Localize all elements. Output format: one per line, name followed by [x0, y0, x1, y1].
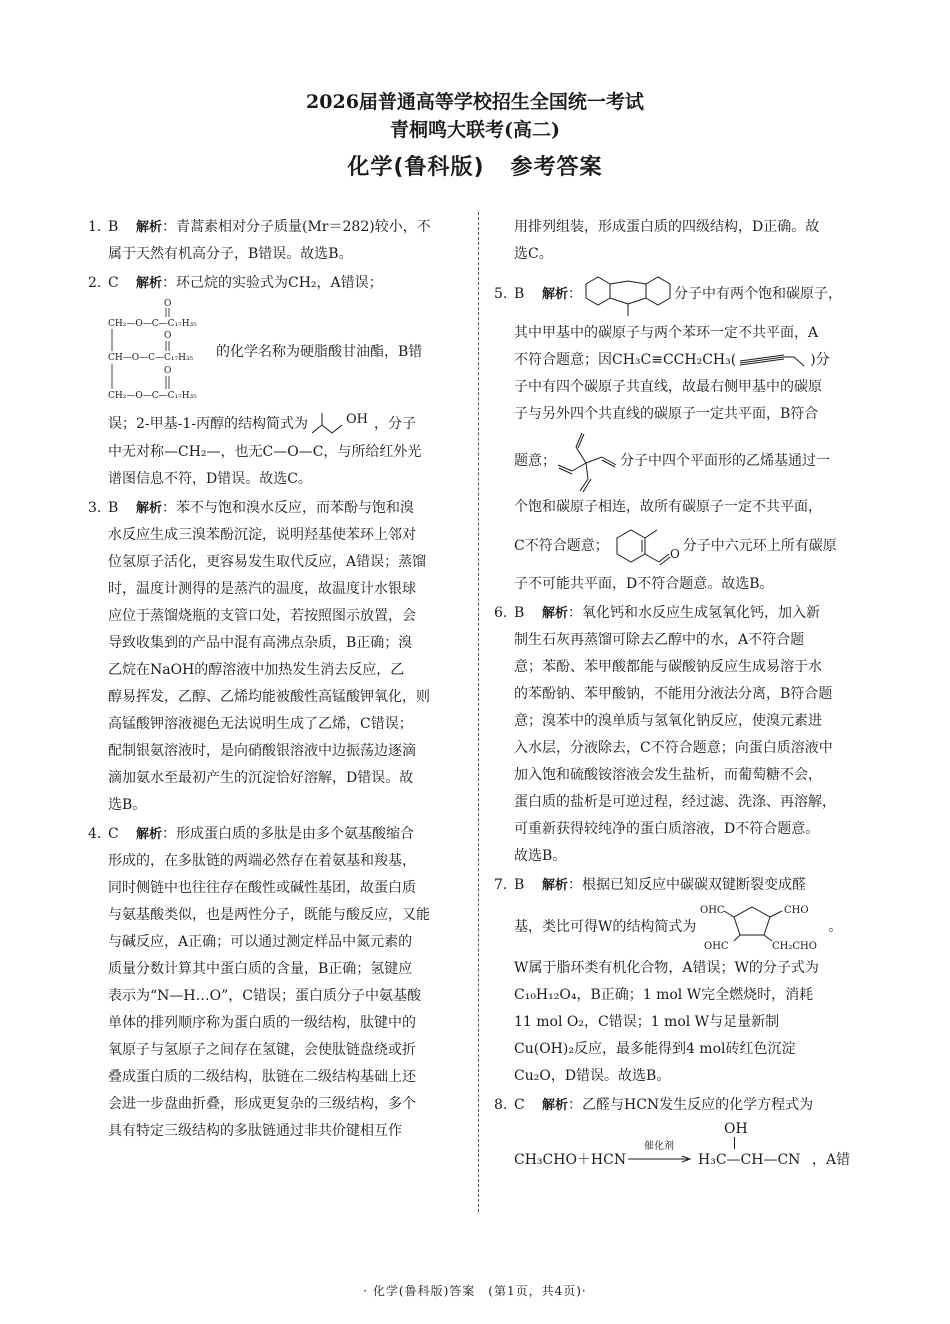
question-8: [494, 1092, 862, 1175]
q3-text: 选B。: [108, 797, 147, 813]
glyceryl-stearate-structure: [108, 297, 218, 409]
q6-text: 意；溴苯中的溴单质与氢氧化钠反应，使溴元素进: [514, 713, 822, 729]
q7-text: 。: [828, 918, 843, 935]
q3-text: 时，温度计测得的是蒸汽的温度，故温度计水银球: [108, 581, 416, 597]
q5-text: )分: [810, 352, 830, 368]
q8-answer: C: [514, 1097, 525, 1113]
page-header: [0, 88, 950, 186]
q8-analysis-tag: 解析: [542, 1098, 569, 1113]
q3-analysis-tag: 解析: [136, 501, 163, 516]
q6-text: 故选B。: [514, 848, 567, 864]
q6-text: 意；苯酚、苯甲酸都能与碳酸钠反应生成易溶于水: [514, 659, 822, 675]
q7-text: 基，类比可得W的结构简式为: [514, 918, 697, 935]
q1-answer: B: [108, 219, 119, 235]
methylfluorene-structure: [582, 270, 674, 318]
w-cho-label: CHO: [784, 905, 809, 916]
q6-analysis-tag: 解析: [542, 606, 569, 621]
q2-number: 2.: [88, 275, 102, 291]
q6-text: 入水层，分液除去，C不符合题意；向蛋白质溶液中: [514, 740, 833, 756]
q3-number: 3.: [88, 500, 102, 516]
q6-text: 可重新获得较纯净的蛋白质溶液，D不符合题意。: [514, 821, 820, 837]
q5-text: 不符合题意；因CH₃C≡CCH₂CH₃(: [514, 352, 737, 368]
q6-text: ：氧化钙和水反应生成氢氧化钙，加入新: [568, 605, 821, 621]
exam-title: 2026届普通高等学校招生全国统一考试: [306, 91, 644, 113]
q5-text: 分子中有两个饱和碳原子，: [674, 286, 843, 302]
q3-answer: B: [108, 500, 119, 516]
q4-text: 用排列组装，形成蛋白质的四级结构，D正确。故: [514, 219, 820, 235]
q5-text: 子不可能共平面，D不符合题意。故选B。: [514, 576, 774, 592]
q7-text: ：根据已知反应中碳碳双键断裂变成醛: [568, 877, 807, 893]
q5-text: 分子中四个平面形的乙烯基通过一: [620, 452, 830, 469]
q4-text: 氧原子与氢原子之间存在氢键，会使肽链盘绕或折: [108, 1042, 416, 1058]
q5-text: 分子中六元环上所有碳原: [682, 537, 837, 554]
q4-text: 会进一步盘曲折叠，形成更复杂的三级结构，多个: [108, 1096, 416, 1112]
column-divider: [478, 212, 479, 1212]
q1-text: 属于天然有机高分子，B错误。故选B。: [108, 246, 353, 262]
q7-text: C₁₀H₁₂O₄，B正确；1 mol W完全燃烧时，消耗: [514, 987, 814, 1003]
eq-oh-label: OH: [724, 1121, 748, 1137]
q7-text: 11 mol O₂，C错误；1 mol W与足量新制: [514, 1014, 780, 1030]
subject-label: 化学(鲁科版): [347, 155, 485, 180]
mol-ch2o-label: CH₂—O—C—C₁₇H₃₅: [108, 319, 197, 329]
q7-text: Cu(OH)₂反应，最多能得到4 mol砖红色沉淀: [514, 1041, 796, 1057]
q4-text: 具有特定三级结构的多肽链通过非共价键相互作: [108, 1123, 402, 1139]
q4-text: 单体的排列顺序称为蛋白质的一级结构，肽键中的: [108, 1015, 416, 1031]
q8-equation: [494, 1119, 862, 1175]
question-4: [88, 821, 464, 1145]
q2-analysis-tag: 解析: [136, 276, 163, 291]
q2-text: 误；2-甲基-1-丙醇的结构简式为: [108, 416, 309, 432]
q4-text: 叠成蛋白质的二级结构，肽链在二级结构基础上还: [108, 1069, 416, 1085]
q4-text: 形成的，在多肽链的两端必然存在着氨基和羧基，: [108, 853, 416, 869]
q4-answer: C: [108, 826, 119, 842]
q6-text: 蛋白质的盐析是可逆过程，经过滤、洗涤、再溶解，: [514, 794, 836, 810]
q7-text: Cu₂O，D错误。故选B。: [514, 1068, 671, 1084]
q2-text: 的化学名称为硬脂酸甘油酯，B错: [216, 344, 423, 360]
mol-o-label: O: [164, 331, 172, 341]
question-1: [88, 214, 464, 268]
eq-catalyst: 催化剂: [644, 1141, 674, 1152]
right-column: [494, 214, 862, 1177]
q1-analysis-tag: 解析: [136, 220, 163, 235]
q2-answer: C: [108, 275, 119, 291]
q7-analysis-tag: 解析: [542, 878, 569, 893]
q5-text: 其中甲基中的碳原子与两个苯环一定不共平面，A: [514, 325, 819, 341]
q7-answer: B: [514, 877, 525, 893]
w-ch2cho-label: CH₂CHO: [772, 941, 818, 952]
q5-text: 题意；: [514, 452, 556, 469]
methylpropanol-skeleton: [308, 409, 374, 439]
pentyne-skeleton: [736, 351, 810, 369]
q7-number: 7.: [494, 877, 508, 893]
q3-text: ：苯不与饱和溴水反应，而苯酚与饱和溴: [162, 500, 415, 516]
mol-o-label: O: [164, 299, 172, 309]
q7-text: W属于脂环类有机化合物，A错误；W的分子式为: [514, 960, 819, 976]
eq-reactants: CH₃CHO＋HCN: [514, 1152, 627, 1168]
q5-number: 5.: [494, 286, 508, 302]
oh-label: OH: [346, 412, 369, 427]
doc-type-label: 参考答案: [510, 155, 603, 180]
q3-text: 导致收集到的产品中混有高沸点杂质，B正确；溴: [108, 635, 413, 651]
question-4-continued: [494, 214, 862, 268]
q8-number: 8.: [494, 1097, 508, 1113]
tetravinylmethane-structure: [556, 429, 620, 493]
q4-text: 同时侧链中也往往存在酸性或碱性基团，故蛋白质: [108, 880, 416, 896]
q6-text: 加入饱和硫酸铵溶液会发生盐析，而葡萄糖不会，: [514, 767, 822, 783]
q1-text: ：青蒿素相对分子质量(Mr＝282)较小，不: [162, 219, 431, 235]
q3-text: 醇易挥发，乙醇、乙烯均能被酸性高锰酸钾氧化，则: [108, 689, 430, 705]
exam-subtitle: 青桐鸣大联考(高二): [390, 119, 560, 141]
question-3: [88, 495, 464, 819]
q4-text: 与碱反应，A正确；可以通过测定样品中氮元素的: [108, 934, 413, 950]
ring-o-label: O: [669, 547, 680, 561]
cyclohexene-aldehyde-structure: [609, 522, 683, 570]
q6-text: 制生石灰再蒸馏可除去乙醇中的水，A不符合题: [514, 632, 805, 648]
w-ohc-label: OHC: [704, 941, 729, 952]
q5-analysis-tag: 解析: [542, 287, 569, 302]
q5-text: 子中有四个碳原子共直线，故最右侧甲基中的碳原: [514, 379, 822, 395]
q4-text: 表示为“N—H…O”，C错误；蛋白质分子中氨基酸: [108, 988, 421, 1004]
q3-text: 高锰酸钾溶液褪色无法说明生成了乙烯，C错误；: [108, 716, 413, 732]
q4-analysis-tag: 解析: [136, 827, 163, 842]
q6-answer: B: [514, 605, 525, 621]
q2-text: 中无对称—CH₂—，也无C—O—C，与所给红外光: [108, 444, 422, 460]
eq-product: H₃C—CH—CN: [698, 1152, 801, 1168]
q5-text: 个饱和碳原子相连，故所有碳原子一定不共平面，: [514, 499, 822, 515]
w-structure: [696, 899, 828, 955]
q5-answer: B: [514, 286, 525, 302]
q4-text: 质量分数计算其中蛋白质的含量，B正确；氢键应: [108, 961, 413, 977]
q2-text: 谱图信息不符，D错误。故选C。: [108, 471, 312, 487]
q2-structure-line: [88, 297, 464, 409]
q6-number: 6.: [494, 605, 508, 621]
question-5: 5. B 解析： 分子中有两个饱和碳原子， 其中甲基中的碳原子与两个苯环一定不共平面，A 不符合题意；因CH₃C≡CCH₂CH₃( )分 子中有四个碳原子共直线，故最右侧甲基中的碳原 子与另外四个共直线的碳原子一定共平面，B符合 题意； 分子中四个平面形的乙烯基通过一 个饱和碳原子相连，故所有碳原子一定不共平面， C不符合题意； O 分子中六元环上所有碳原 子不可能共平面，D不符合题意。故选B。: [494, 270, 862, 598]
answer-title: [0, 150, 950, 186]
q4-text: ：形成蛋白质的多肽是由多个氨基酸缩合: [162, 826, 415, 842]
q3-text: 应位于蒸馏烧瓶的支管口处，若按照图示放置，会: [108, 608, 416, 624]
q8-text: ：乙醛与HCN发生反应的化学方程式为: [568, 1097, 814, 1113]
q3-text: 配制银氨溶液时，是向硝酸银溶液中边振荡边逐滴: [108, 743, 416, 759]
mol-o-label: O: [164, 366, 172, 376]
q4-text: 选C。: [514, 246, 553, 262]
q2-text: ，分子: [374, 416, 417, 432]
q3-text: 位氢原子活化，更容易发生取代反应，A错误；蒸馏: [108, 554, 427, 570]
q6-text: 的苯酚钠、苯甲酸钠，不能用分液法分离，B符合题: [514, 686, 833, 702]
question-2: [88, 270, 464, 493]
question-6: [494, 600, 862, 870]
q3-text: 乙烷在NaOH的醇溶液中加热发生消去反应，乙: [108, 662, 405, 678]
q3-text: 水反应生成三溴苯酚沉淀，说明羟基使苯环上邻对: [108, 527, 416, 543]
q5-text: C不符合题意；: [514, 537, 609, 554]
mol-ch2o-label: CH₂—O—C—C₁₇H₃₅: [108, 391, 197, 401]
q4-number: 4.: [88, 826, 102, 842]
q1-number: 1.: [88, 219, 102, 235]
left-column: [88, 214, 464, 1147]
q3-text: 滴加氨水至最初产生的沉淀恰好溶解，D错误。故: [108, 770, 414, 786]
q8-text: ，A错: [812, 1152, 851, 1168]
q5-text: 子与另外四个共直线的碳原子一定共平面，B符合: [514, 406, 819, 422]
reaction-arrow-icon: [628, 1155, 692, 1163]
w-ohc-label: OHC: [700, 905, 725, 916]
page-footer: · 化学(鲁科版)答案 (第1页，共4页)·: [363, 1284, 587, 1298]
question-7: [494, 872, 862, 1090]
q4-text: 与氨基酸类似，也是两性分子，既能与酸反应，又能: [108, 907, 430, 923]
q2-text: ：环己烷的实验式为CH₂，A错误；: [162, 275, 383, 291]
mol-cho-label: CH—O—C—C₁₇H₃₅: [108, 353, 194, 363]
